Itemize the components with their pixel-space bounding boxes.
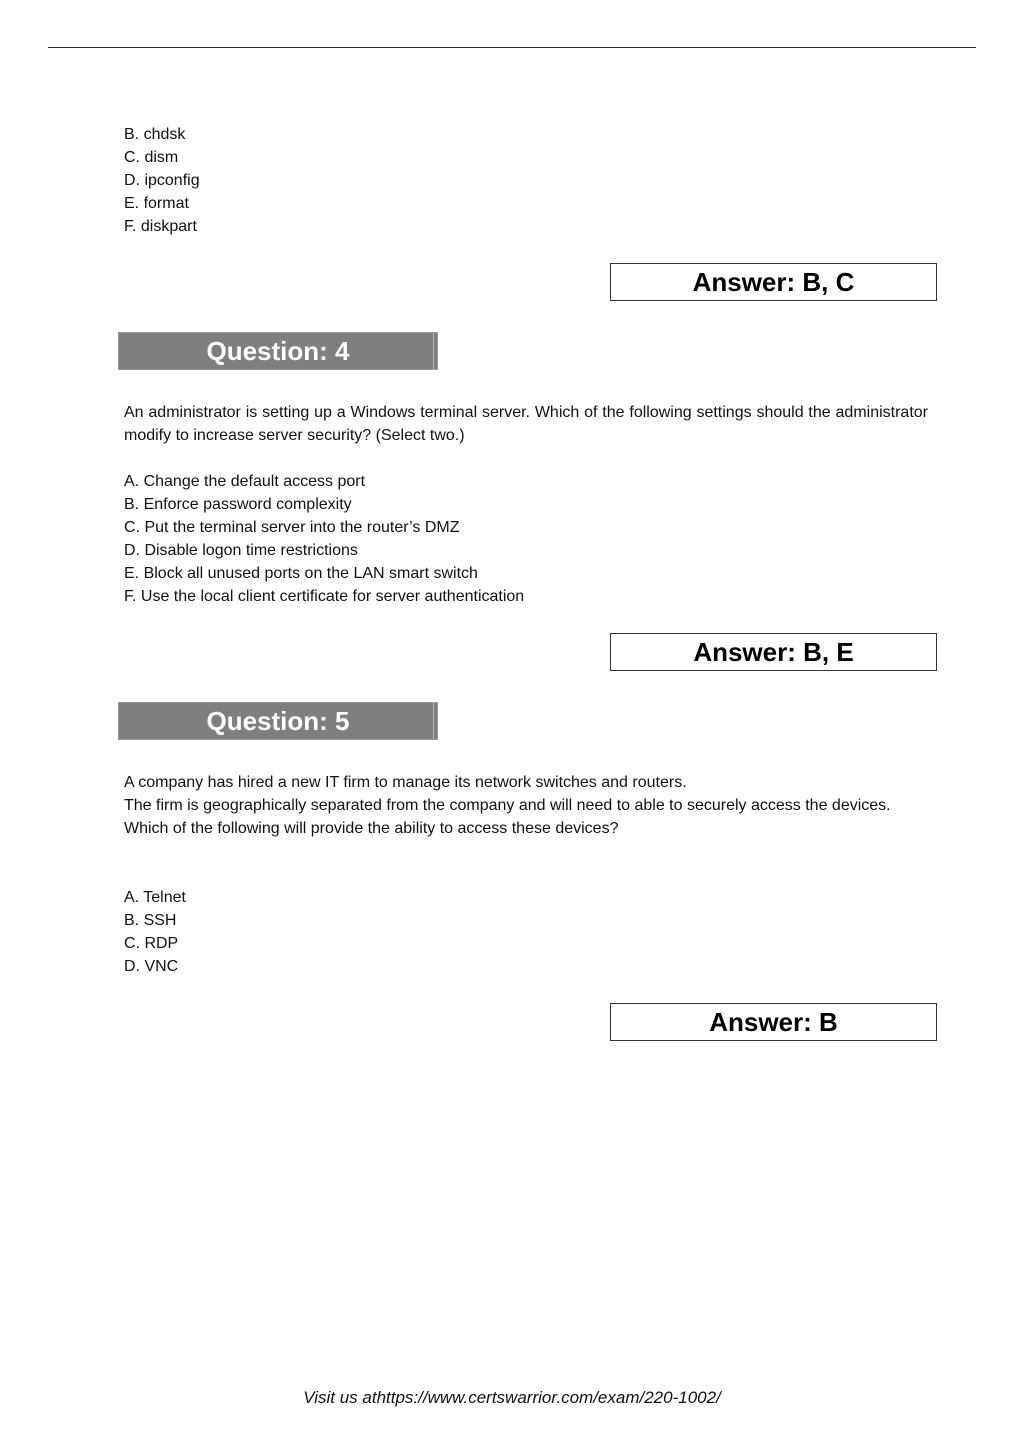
q3-answer-box: Answer: B, C xyxy=(610,263,937,301)
question-line: Which of the following will provide the ability to access these devices? xyxy=(124,820,619,837)
option: A. Telnet xyxy=(124,889,186,906)
option: B. chdsk xyxy=(124,126,186,143)
option: F. diskpart xyxy=(124,218,197,235)
option: B. Enforce password complexity xyxy=(124,496,352,513)
q4-answer-box: Answer: B, E xyxy=(610,633,937,671)
option: C. dism xyxy=(124,149,179,166)
footer-link-text[interactable]: Visit us athttps://www.certswarrior.com/exam/220-1002/ xyxy=(303,1388,721,1407)
q4-question-text xyxy=(124,401,928,447)
q4-options xyxy=(124,470,524,608)
question-line: A company has hired a new IT firm to manage its network switches and routers. xyxy=(124,774,687,791)
q4-title-banner: Question: 4 xyxy=(118,332,438,370)
header-rule xyxy=(48,47,976,48)
question-line: The firm is geographically separated from the company and will need to able to securely access the devices. xyxy=(124,797,891,814)
option: D. VNC xyxy=(124,958,179,975)
q5-options xyxy=(124,886,186,978)
option: A. Change the default access port xyxy=(124,473,366,490)
option: D. Disable logon time restrictions xyxy=(124,542,358,559)
option: C. RDP xyxy=(124,935,179,952)
q5-title-banner: Question: 5 xyxy=(118,702,438,740)
option: E. format xyxy=(124,195,189,212)
q5-question-text xyxy=(124,771,928,840)
option: B. SSH xyxy=(124,912,177,929)
option: F. Use the local client certificate for server authentication xyxy=(124,588,525,605)
question-line: An administrator is setting up a Windows terminal server. Which of the following settings should the administrator modify to increase server security? (Select two.) xyxy=(124,404,928,444)
option: E. Block all unused ports on the LAN smart switch xyxy=(124,565,478,582)
q5-answer-box: Answer: B xyxy=(610,1003,937,1041)
q3-options xyxy=(124,123,200,238)
option: D. ipconfig xyxy=(124,172,200,189)
option: C. Put the terminal server into the router’s DMZ xyxy=(124,519,460,536)
